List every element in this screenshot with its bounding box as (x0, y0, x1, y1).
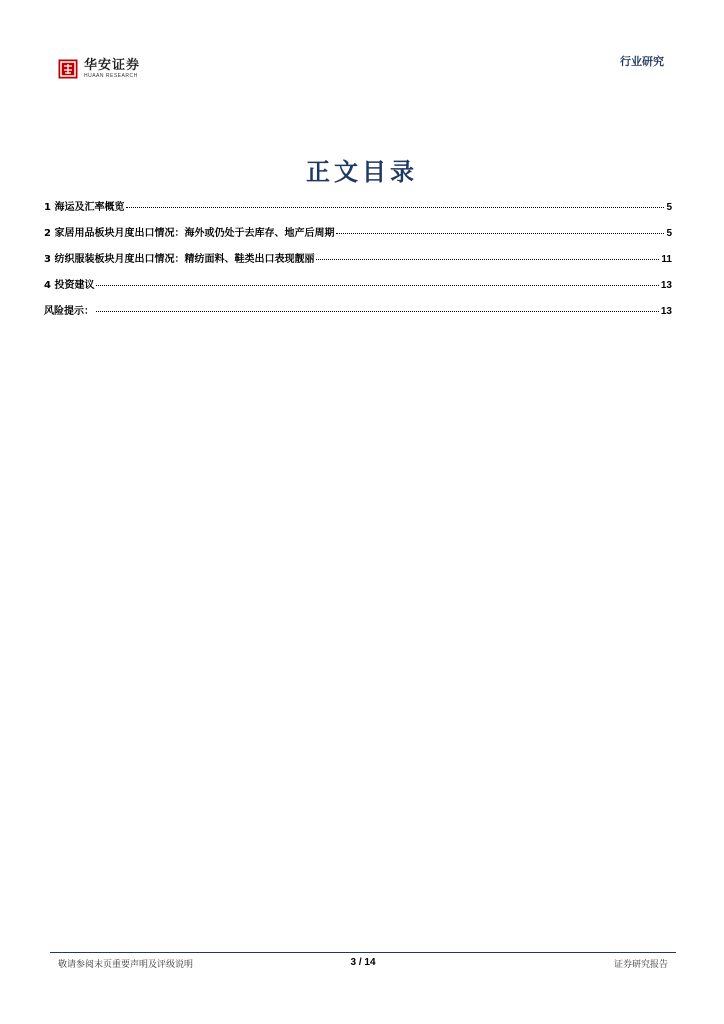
toc-entry[interactable] (44, 198, 672, 224)
toc-entry-text: 2 家居用品板块月度出口情况：海外或仍处于去库存、地产后周期 (44, 228, 335, 239)
toc-entry-text: 1 海运及汇率概览 (44, 202, 125, 213)
toc-title: 正文目录 (306, 158, 418, 186)
toc-entry-text: 4 投资建议 (44, 280, 95, 291)
toc-entry-page: 5 (666, 202, 672, 213)
toc-leader-dots (96, 285, 658, 286)
huaan-seal-icon (58, 59, 78, 79)
logo-chinese-name: 华安证券 (84, 58, 141, 73)
report-category: 行业研究 (620, 55, 664, 68)
toc-entry-page: 13 (660, 306, 672, 317)
toc-entry[interactable] (44, 250, 672, 276)
toc-leader-dots (126, 207, 664, 208)
footer-disclaimer-note: 敬请参阅末页重要声明及评级说明 (58, 960, 194, 970)
toc-entry-text: 3 纺织服装板块月度出口情况：精纺面料、鞋类出口表现靓丽 (44, 254, 315, 265)
toc-leader-dots (336, 233, 664, 234)
toc-entry-page: 11 (661, 254, 672, 265)
toc-entry-text: 风险提示： (44, 306, 94, 317)
footer-report-type: 证券研究报告 (613, 960, 668, 970)
toc-entry[interactable] (44, 302, 672, 328)
footer-divider (50, 952, 676, 953)
toc-entry[interactable] (44, 224, 672, 250)
toc-leader-dots (96, 311, 659, 312)
toc-entry-page: 13 (660, 280, 672, 291)
table-of-contents (44, 198, 672, 328)
toc-entry[interactable] (44, 276, 672, 302)
company-logo (58, 59, 140, 79)
toc-leader-dots (316, 259, 659, 260)
page-number: 3 / 14 (350, 957, 376, 968)
logo-english-name: HUAAN RESEARCH (84, 73, 138, 79)
toc-entry-page: 5 (666, 228, 672, 239)
